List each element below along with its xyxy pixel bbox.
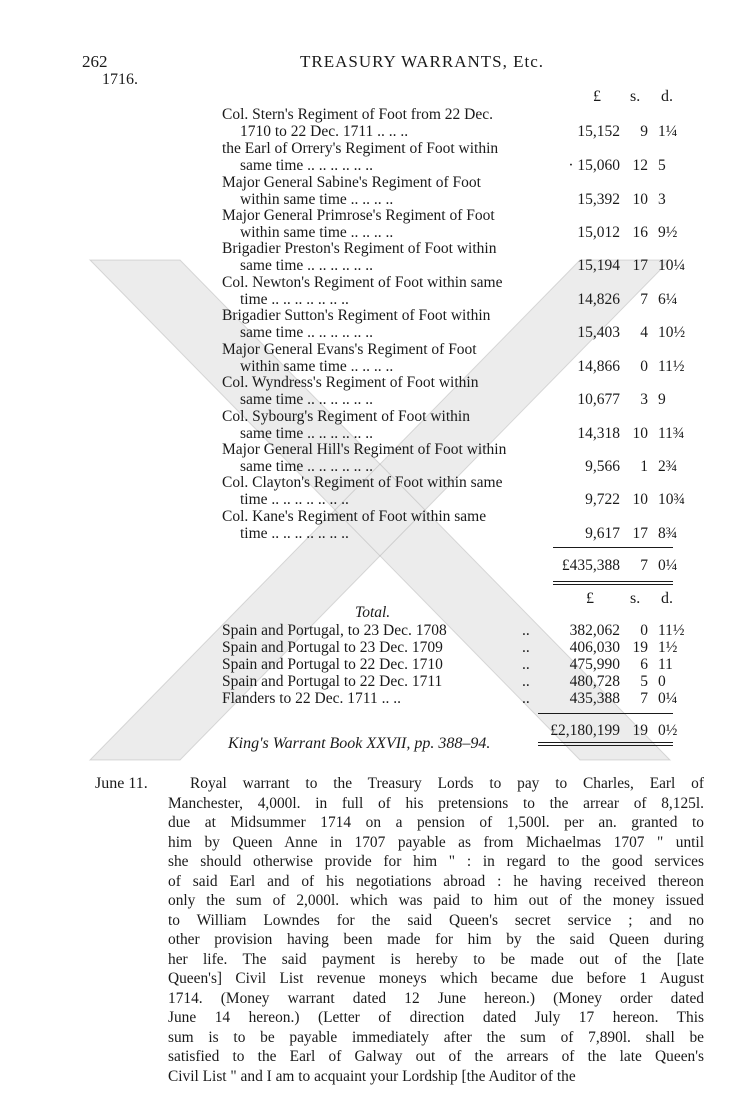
entry-text: within same time .. .. .. .. — [240, 358, 394, 375]
divider — [538, 713, 673, 714]
amount-shillings: 5 — [640, 673, 648, 690]
shillings-header: s. — [630, 88, 641, 105]
amount-shillings: 10 — [632, 425, 648, 442]
amount-shillings: 0 — [640, 358, 648, 375]
paragraph-line: satisfied to the Earl of Galway out of the arrears of the late Queen's — [168, 1048, 704, 1065]
grand-total-pounds: £2,180,199 — [550, 722, 620, 739]
entry-text: time .. .. .. .. .. .. .. — [240, 525, 349, 542]
amount-pounds: 15,012 — [577, 224, 620, 241]
amount-pounds: 9,566 — [585, 458, 620, 475]
paragraph-line: Manchester, 4,000l. in full of his pretensions to the arrear of 8,125l. — [168, 794, 704, 812]
divider — [553, 581, 673, 582]
amount-shillings: 1 — [640, 458, 648, 475]
amount-pence: 1¼ — [658, 123, 678, 140]
amount-shillings: 0 — [640, 622, 648, 639]
pounds-header: £ — [586, 590, 594, 607]
amount-shillings: 10 — [632, 191, 648, 208]
shillings-header: s. — [630, 590, 641, 607]
paragraph-line: Royal warrant to the Treasury Lords to pay to Charles, Earl of — [190, 775, 704, 792]
leader-dots: .. — [522, 673, 530, 690]
paragraph-line: her life. The said payment is hereby to be made out of the [late — [168, 950, 704, 968]
amount-pounds: 14,866 — [577, 358, 620, 375]
source-citation: King's Warrant Book XXVII, pp. 388–94. — [228, 735, 491, 752]
paragraph-line: to William Lowndes for the said Queen's secret service ; and no — [168, 911, 704, 929]
entry-text: same time .. .. .. .. .. .. — [240, 391, 374, 408]
amount-pounds: 406,030 — [569, 639, 620, 656]
paragraph-line: due at Midsummer 1714 on a pension of 1,500l. per an. granted to — [168, 814, 704, 831]
amount-pence: 10¾ — [658, 491, 686, 508]
paragraph-line: 1714. (Money warrant dated 12 June hereon.) (Money order dated — [168, 989, 704, 1007]
entry-text: time .. .. .. .. .. .. .. — [240, 491, 349, 508]
amount-pence: 2¾ — [658, 458, 678, 475]
entry-paragraph — [168, 774, 704, 1086]
summary-label: Spain and Portugal to 22 Dec. 1710 — [222, 656, 443, 673]
entry-text: Col. Wyndress's Regiment of Foot within — [222, 374, 479, 391]
entry-text: Col. Sybourg's Regiment of Foot within — [222, 408, 470, 425]
amount-shillings: 16 — [632, 224, 648, 241]
amount-pounds: 14,318 — [577, 425, 620, 442]
divider — [553, 547, 673, 548]
paragraph-line: June 14 hereon.) (Letter of direction dated July 17 hereon. This — [168, 1009, 704, 1026]
amount-pence: 11¾ — [658, 425, 685, 442]
entry-text: 1710 to 22 Dec. 1711 .. .. .. — [240, 123, 409, 140]
pounds-header: £ — [593, 88, 601, 105]
entry-text: same time .. .. .. .. .. .. — [240, 257, 374, 274]
leader-dots: .. — [522, 690, 530, 707]
amount-shillings: 7 — [640, 690, 648, 707]
amount-shillings: 9 — [640, 123, 648, 140]
leader-dots: .. — [522, 639, 530, 656]
divider — [538, 745, 673, 746]
paragraph-line: Queen's] Civil List revenue moneys which became due before 1 August — [168, 970, 704, 987]
entry-text: Col. Stern's Regiment of Foot from 22 Dec. — [222, 106, 494, 123]
pence-header: d. — [661, 590, 673, 607]
amount-pence: 5 — [658, 157, 666, 174]
entry-text: Col. Kane's Regiment of Foot within same — [222, 508, 487, 525]
amount-pence: 9 — [658, 391, 666, 408]
running-title: TREASURY WARRANTS, Etc. — [300, 52, 545, 71]
entry-text: Col. Newton's Regiment of Foot within same — [222, 274, 503, 291]
amount-pence: 10½ — [658, 324, 686, 341]
entry-text: same time .. .. .. .. .. .. — [240, 425, 374, 442]
subtotal-pounds: £435,388 — [561, 557, 620, 574]
summary-label: Flanders to 22 Dec. 1711 .. .. — [222, 690, 401, 707]
amount-pounds: 15,152 — [577, 123, 620, 140]
amount-shillings: 17 — [632, 525, 648, 542]
entry-text: Col. Clayton's Regiment of Foot within same — [222, 474, 503, 491]
amount-pence: 10¼ — [658, 257, 686, 274]
amount-pence: 3 — [658, 191, 666, 208]
amount-pounds: 15,403 — [577, 324, 620, 341]
amount-shillings: 4 — [640, 324, 648, 341]
amount-shillings: 12 — [632, 157, 648, 174]
amount-pounds: 15,194 — [577, 257, 620, 274]
grand-total-shillings: 19 — [632, 722, 648, 739]
amount-shillings: 7 — [640, 291, 648, 308]
amount-pounds: 480,728 — [569, 673, 620, 690]
amount-pence: 11½ — [658, 358, 685, 375]
amount-pence: 6¼ — [658, 291, 678, 308]
page-number: 262 — [82, 52, 108, 71]
year-margin: 1716. — [102, 71, 138, 88]
summary-label: Spain and Portugal to 22 Dec. 1711 — [222, 673, 443, 690]
amount-shillings: 6 — [640, 656, 648, 673]
entry-text: Major General Evans's Regiment of Foot — [222, 341, 477, 358]
entry-text: Major General Hill's Regiment of Foot within — [222, 441, 507, 458]
entry-text: same time .. .. .. .. .. .. — [240, 157, 374, 174]
entry-text: same time .. .. .. .. .. .. — [240, 458, 374, 475]
grand-total-pence: 0½ — [658, 722, 678, 739]
summary-label: Spain and Portugal, to 23 Dec. 1708 — [222, 622, 447, 639]
paragraph-line: she should otherwise provide for him " : in regard to the good services — [168, 853, 704, 870]
divider — [538, 742, 673, 743]
summary-heading: Total. — [355, 604, 391, 621]
entry-text: Major General Primrose's Regiment of Foot — [222, 207, 495, 224]
paragraph-line: sum is to be payable immediately after the sum of 7,890l. shall be — [168, 1028, 704, 1046]
amount-pence: 11 — [658, 656, 673, 673]
paragraph-line: other provision having been made for him by the said Queen during — [168, 931, 704, 948]
amount-shillings: 3 — [640, 391, 648, 408]
amount-pounds: 382,062 — [569, 622, 620, 639]
amount-pounds: 475,990 — [569, 656, 620, 673]
amount-shillings: 17 — [632, 257, 648, 274]
subtotal-shillings: 7 — [640, 557, 648, 574]
entry-text: time .. .. .. .. .. .. .. — [240, 291, 349, 308]
entry-text: same time .. .. .. .. .. .. — [240, 324, 374, 341]
amount-pounds: 9,617 — [585, 525, 620, 542]
entry-text: the Earl of Orrery's Regiment of Foot within — [222, 140, 499, 157]
amount-pence: 8¾ — [658, 525, 678, 542]
paragraph-line: only the sum of 2,000l. which was paid to him out of the money issued — [168, 892, 704, 909]
entry-date: June 11. — [95, 775, 148, 792]
amount-shillings: 19 — [632, 639, 648, 656]
entry-text: Brigadier Sutton's Regiment of Foot within — [222, 307, 491, 324]
divider — [553, 584, 673, 585]
amount-pence: 0¼ — [658, 690, 678, 707]
entry-text: within same time .. .. .. .. — [240, 191, 394, 208]
amount-shillings: 10 — [632, 491, 648, 508]
amount-pence: 1½ — [658, 639, 678, 656]
amount-pounds: · 15,060 — [568, 157, 620, 174]
leader-dots: .. — [522, 656, 530, 673]
entry-text: within same time .. .. .. .. — [240, 224, 394, 241]
entry-text: Major General Sabine's Regiment of Foot — [222, 174, 481, 191]
entry-text: Brigadier Preston's Regiment of Foot within — [222, 240, 497, 257]
subtotal-pence: 0¼ — [658, 557, 678, 574]
amount-pence: 0 — [658, 673, 666, 690]
amount-pounds: 9,722 — [585, 491, 620, 508]
amount-pence: 11½ — [658, 622, 685, 639]
paragraph-line: Civil List " and I am to acquaint your Lordship [the Auditor of the — [168, 1067, 576, 1085]
leader-dots: .. — [522, 622, 530, 639]
amount-pence: 9½ — [658, 224, 678, 241]
amount-pounds: 15,392 — [577, 191, 620, 208]
amount-pounds: 10,677 — [577, 391, 620, 408]
paragraph-line: of said Earl and of his negotiations abroad : he having received thereon — [168, 872, 704, 890]
paragraph-line: him by Queen Anne in 1707 payable as from Michaelmas 1707 " until — [168, 833, 704, 851]
amount-pounds: 14,826 — [577, 291, 620, 308]
summary-label: Spain and Portugal to 23 Dec. 1709 — [222, 639, 443, 656]
amount-pounds: 435,388 — [569, 690, 620, 707]
pence-header: d. — [661, 88, 673, 105]
